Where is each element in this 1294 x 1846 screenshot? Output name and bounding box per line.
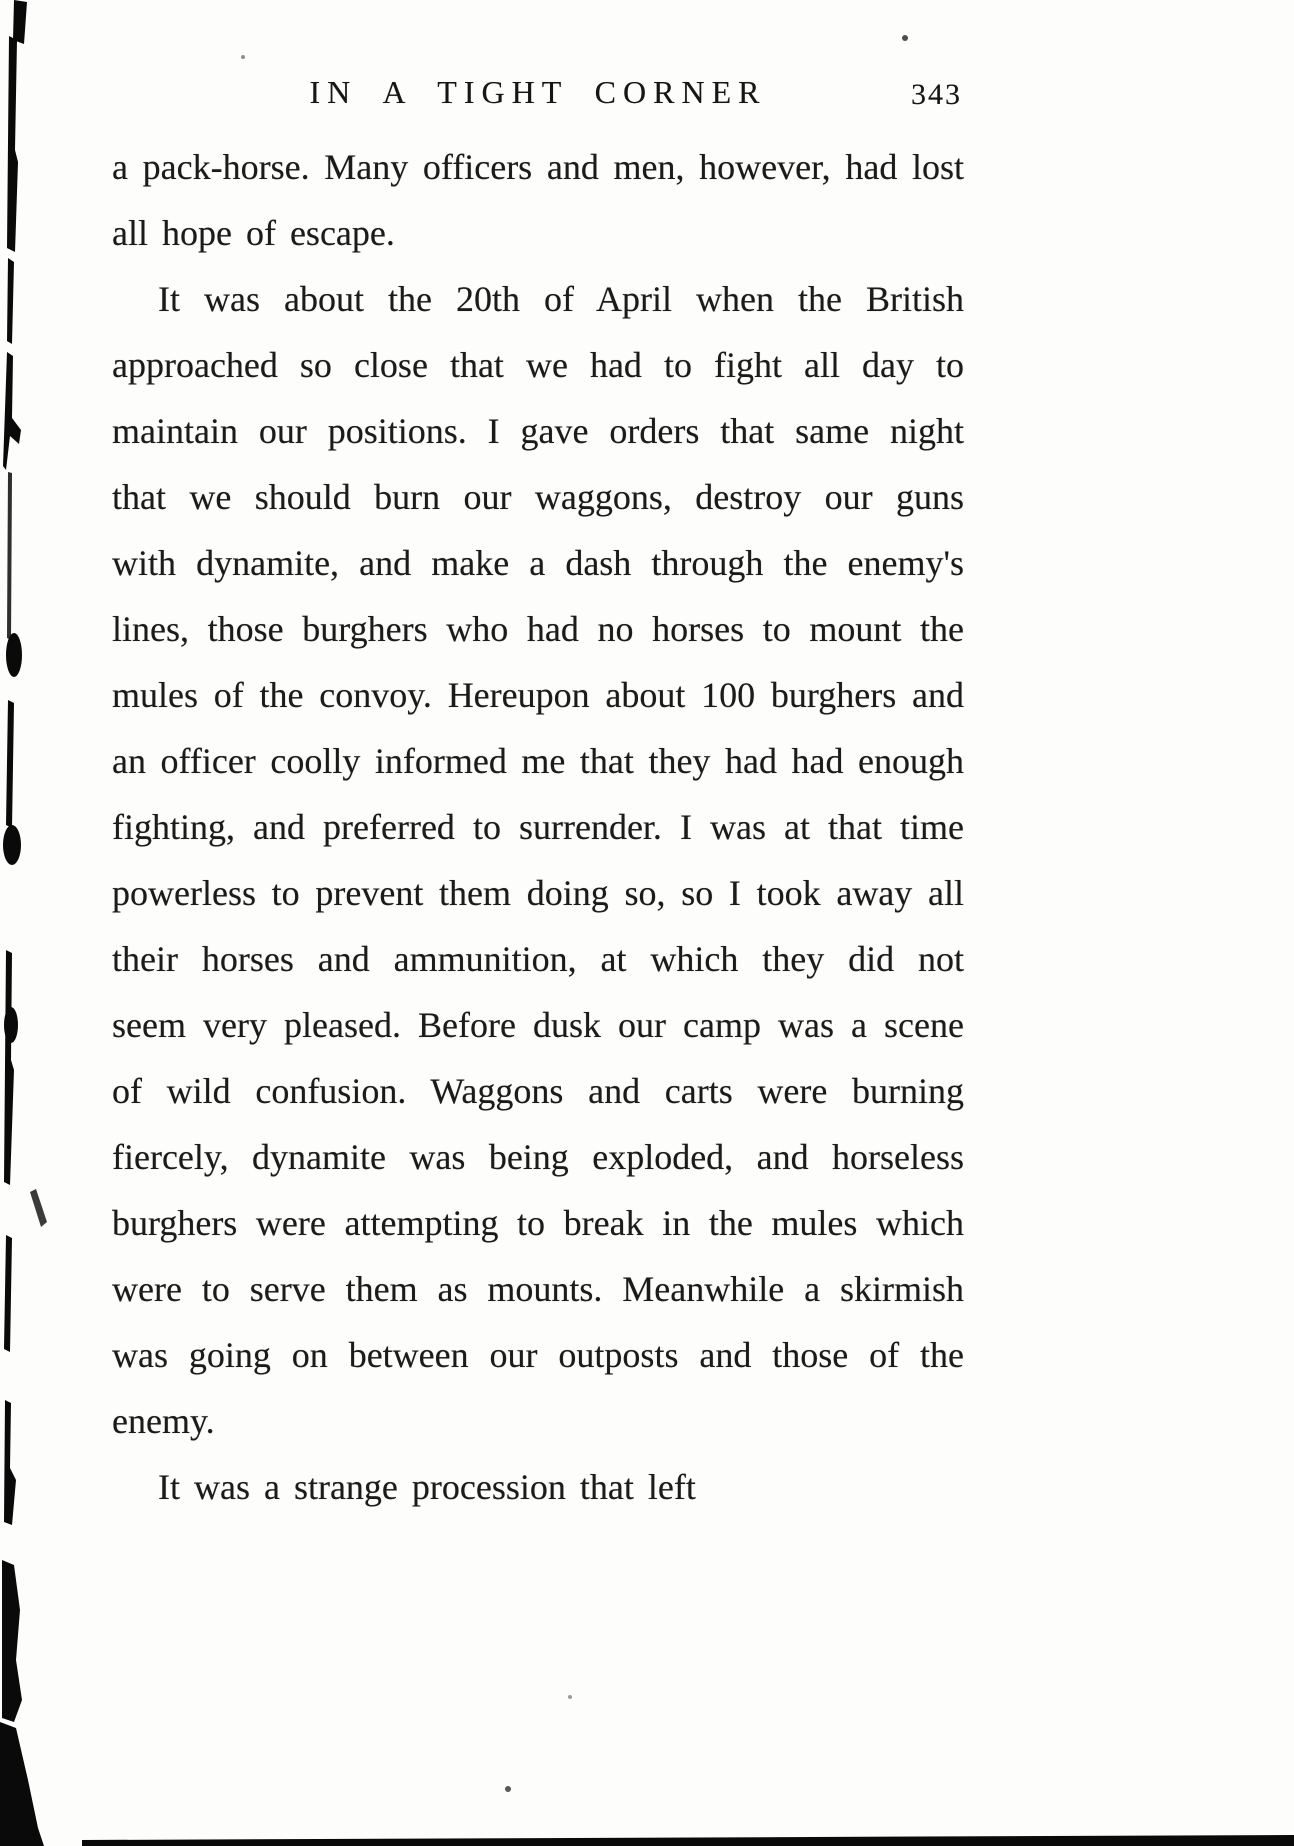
page-number: 343	[911, 78, 962, 111]
paragraph-main: It was about the 20th of April when the British approached so close that we had to fight all day to maintain our positions. I gave orders that same night that we should burn our waggons, destroy our guns with dynamite, and make a dash through the enemy's lines, those burghers who had no horses to mount the mules of the convoy. Hereupon about 100 burghers and an officer coolly informed me that they had had enough fighting, and preferred to surrender. I was at that time powerless to prevent them doing so, so I took away all their horses and ammunition, at which they did not seem very pleased. Before dusk our camp was a scene of wild confusion. Waggons and carts were burning fiercely, dynamite was being exploded, and horseless burghers were attempting to break in the mules which were to serve them as mounts. Meanwhile a skirmish was going on between our outposts and those of the enemy.	[112, 279, 964, 1441]
paragraph-continuation: a pack-horse. Many officers and men, however, had lost all hope of escape.	[112, 147, 964, 253]
paragraph-last: It was a strange procession that left	[158, 1467, 696, 1507]
page-header	[112, 74, 964, 126]
text-block	[112, 74, 964, 1520]
running-title: IN A TIGHT CORNER	[309, 74, 767, 110]
